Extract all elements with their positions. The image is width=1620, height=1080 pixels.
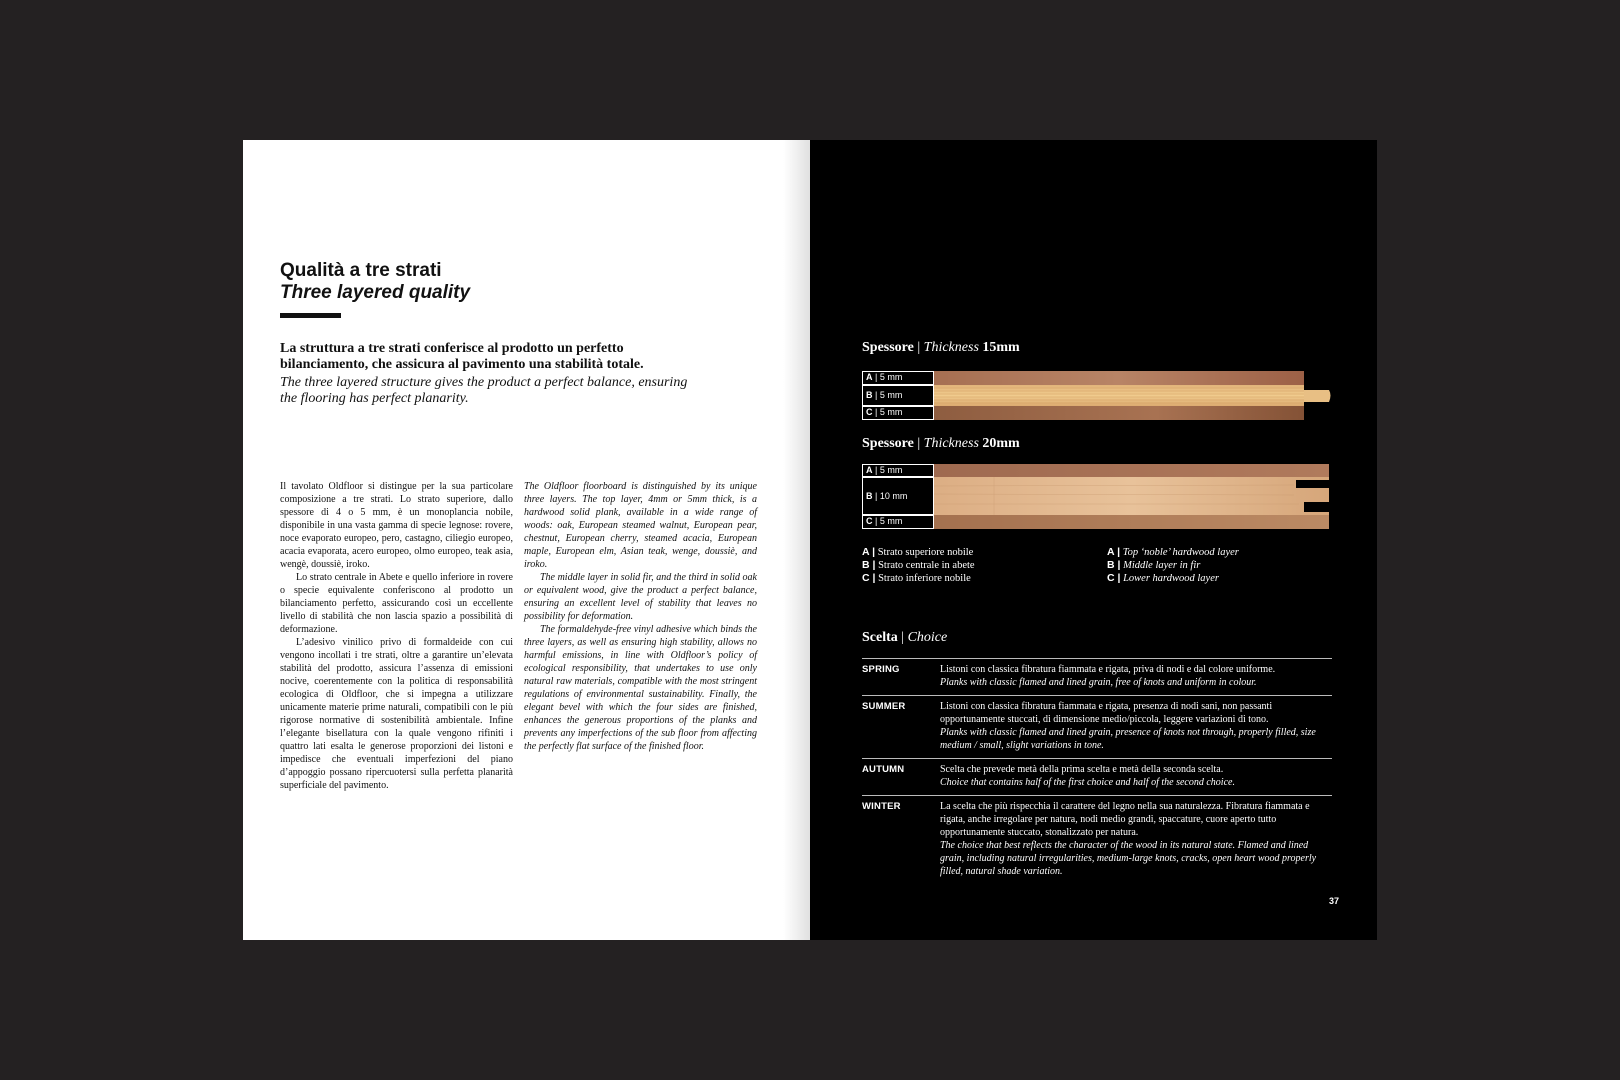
legend-row: A | Strato superiore nobile xyxy=(862,546,974,558)
paragraph: Lo strato centrale in Abete e quello inferiore in rovere o specie equivalente conferiscono al prodotto un bilanciamento perfetto, assicurando così un eccellente livello di stabilità che non lascia spazio a possibilità di deformazione. xyxy=(280,572,513,635)
page-subtitle: Three layered quality xyxy=(280,282,471,303)
grade-description: Scelta che prevede metà della prima scelta e metà della seconda scelta. Choice that contains half of the first choice and half of the second choice. xyxy=(940,764,1235,788)
paragraph: L’adesivo vinilico privo di formaldeide con cui vengono incollati i tre strati, oltre a garantire un’elevata stabilità del prodotto, assicura l’assenza di emissioni nocive, coerentemente con la politica di responsabilità ecologica di Oldfloor, che si impegna a utilizzare unicamente materie prime naturali, compatibili con le più rigorose normative di sostenibilità ambientale. Infine l’elegante bisellatura con la quale vengono rifiniti i quattro lati esalta le generose proporzioni dei listoni e impedisce che eventuali imperfezioni del piano d’appoggio possano ripercuotersi sulla perfetta planarità superficiale del pavimento. xyxy=(280,637,513,791)
right-page xyxy=(810,140,1377,940)
lead-italian: La struttura a tre strati conferisce al prodotto un perfetto bilanciamento, che assicura al pavimento una stabilità totale. xyxy=(280,341,644,372)
body-column-english xyxy=(524,480,757,753)
thickness-value: 15mm xyxy=(982,340,1020,355)
legend-row: C | Strato inferiore nobile xyxy=(862,572,971,584)
choice-table xyxy=(862,658,1332,884)
thickness-label-en: Thickness xyxy=(923,340,979,355)
grade-name: SPRING xyxy=(862,664,900,675)
table-row xyxy=(862,658,1332,695)
layer-legend-italian xyxy=(862,546,975,585)
layer-tag-a: A | 5 mm xyxy=(862,371,934,385)
thickness-value: 20mm xyxy=(982,436,1020,451)
table-row xyxy=(862,695,1332,758)
layer-tag-a: A | 5 mm xyxy=(862,464,934,477)
paragraph: The formaldehyde-free vinyl adhesive which binds the three layers, as well as ensuring high stability, allows no harmful emissions, in line with Oldfloor’s policy of ecological responsibility, that undertakes to use only natural raw materials, compatible with the most stringent regulations of environmental sustainability. Finally, the elegant bevel with which the four sides are finished, enhances the generous proportions of the planks and prevents any imperfections of the sub floor from affecting the perfectly flat surface of the finished floor. xyxy=(524,624,757,752)
layer-legend-english xyxy=(1107,546,1239,585)
plank-20mm-diagram xyxy=(862,464,1332,529)
grade-description: Listoni con classica fibratura fiammata e rigata, priva di nodi e dal colore uniforme. Planks with classic flamed and lined grain, free of knots and uniform in colour. xyxy=(940,664,1276,688)
layer-tag-c: C | 5 mm xyxy=(862,515,934,529)
plank-15mm-diagram xyxy=(862,371,1332,420)
thickness-label-en: Thickness xyxy=(923,436,979,451)
legend-row: A | Top ‘noble’ hardwood layer xyxy=(1107,546,1239,558)
grade-name: WINTER xyxy=(862,801,901,812)
grade-name: SUMMER xyxy=(862,701,906,712)
paragraph: The middle layer in solid fir, and the third in solid oak or equivalent wood, give the product a perfect balance, ensuring an excellent level of stability that leaves no possibility for deformation. xyxy=(524,572,757,622)
lead-english: The three layered structure gives the product a perfect balance, ensuring the flooring has perfect planarity. xyxy=(280,375,688,406)
paragraph: Il tavolato Oldfloor si distingue per la sua particolare composizione a tre strati. Lo strato superiore, dallo spessore di 4 o 5 mm, è un monoplancia nobile, disponibile in una vasta gamma di specie legnose: rovere, noce evaporato europeo, pero, castagno, ciliegio europeo, acacia evaporata, acero europeo, olmo europeo, teak asia, wengè, doussiè, iroko. xyxy=(280,481,513,570)
choice-heading: Scelta | Choice xyxy=(862,630,948,645)
thickness-20-heading xyxy=(862,436,1020,452)
table-row xyxy=(862,795,1332,884)
fold-shadow xyxy=(783,140,810,940)
legend-row: B | Middle layer in fir xyxy=(1107,559,1201,571)
layer-tag-b: B | 10 mm xyxy=(862,477,934,515)
plank-cross-section-image xyxy=(934,371,1332,420)
plank-cross-section-image xyxy=(934,464,1332,529)
thickness-label-it: Spessore xyxy=(862,436,914,451)
body-column-italian xyxy=(280,480,513,792)
grade-description: La scelta che più rispecchia il carattere del legno nella sua naturalezza. Fibratura fiammata e rigata, anche irregolare per natura, nodi medio grandi, spaccature, cuore aperto tutto opportunamente stuccato, stonalizzato per natura. The choice that best reflects the character of the wood in its natural state. Flamed and lined grain, including natural irregularities, medium-large knots, cracks, open heart wood properly filled, natural shade variation. xyxy=(940,801,1317,877)
layer-tag-b: B | 5 mm xyxy=(862,385,934,406)
separator: | xyxy=(917,436,921,451)
grade-description: Listoni con classica fibratura fiammata e rigata, presenza di nodi sani, non passanti opportunamente stuccati, di dimensione medio/piccola, leggere variazioni di tono. Planks with classic flamed and lined grain, presence of knots not through, properly filled, size medium / small, slight variations in tone. xyxy=(940,701,1316,751)
table-row xyxy=(862,758,1332,795)
paragraph: The Oldfloor floorboard is distinguished by its unique three layers. The top layer, 4mm or 5mm thick, is a hardwood solid plank, available in a wide range of woods: oak, European steamed walnut, European pear, chestnut, European cherry, steamed acacia, European maple, European elm, Asian teak, wenge, doussiè, and iroko. xyxy=(524,481,757,570)
brochure-spread xyxy=(243,140,1377,940)
legend-row: C | Lower hardwood layer xyxy=(1107,572,1219,584)
left-page xyxy=(243,140,810,940)
legend-row: B | Strato centrale in abete xyxy=(862,559,975,571)
thickness-15-heading xyxy=(862,340,1020,356)
title-rule xyxy=(280,313,341,318)
layer-tag-c: C | 5 mm xyxy=(862,406,934,420)
page-number: 37 xyxy=(1328,896,1339,906)
grade-name: AUTUMN xyxy=(862,764,905,775)
thickness-label-it: Spessore xyxy=(862,340,914,355)
page-title: Qualità a tre strati xyxy=(280,260,442,281)
separator: | xyxy=(917,340,921,355)
